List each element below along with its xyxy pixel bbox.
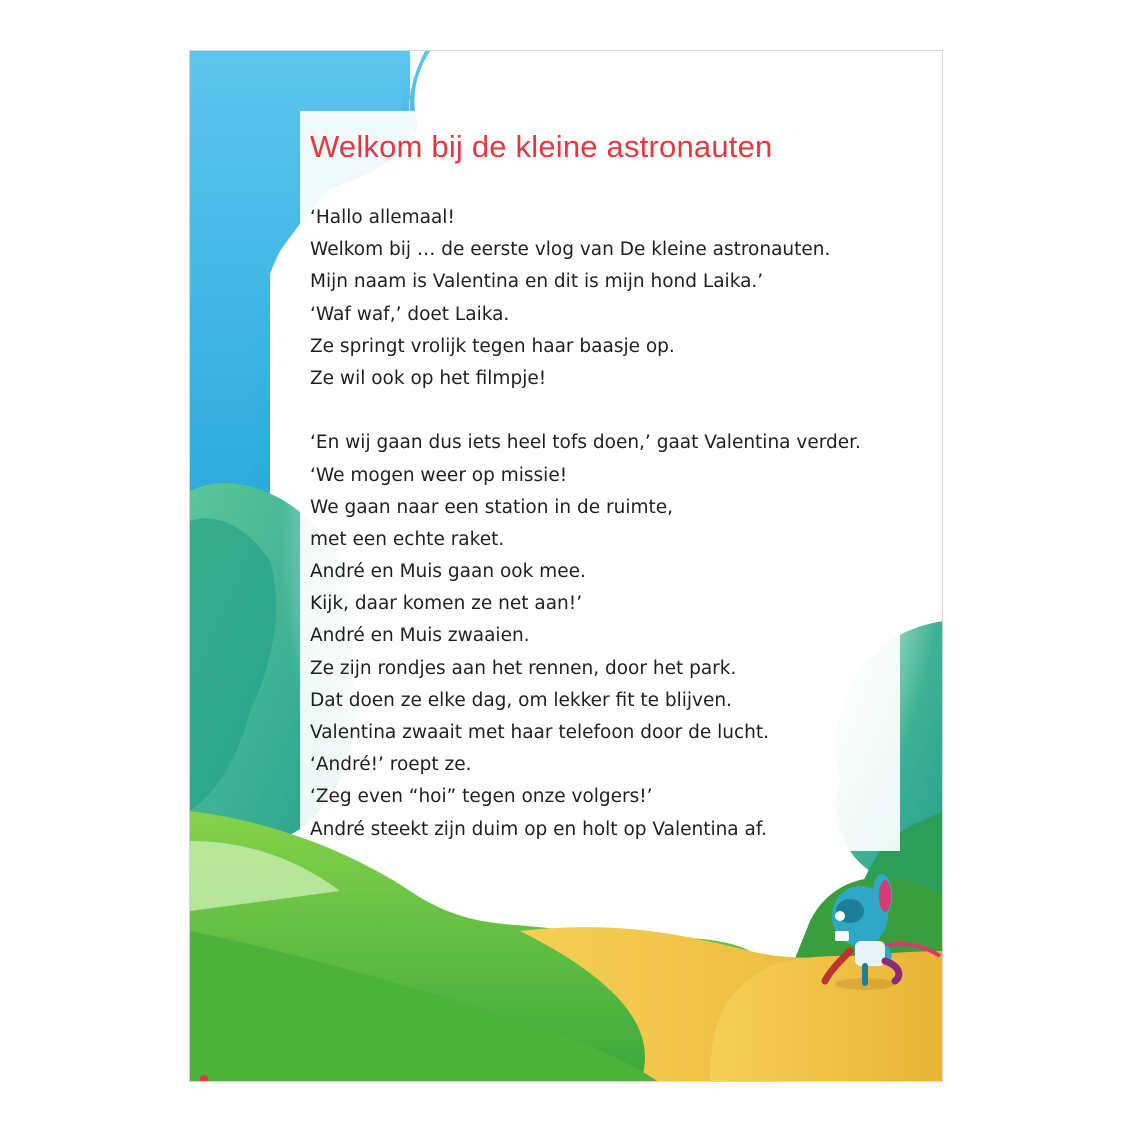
text-line: Welkom bij … de eerste vlog van De kleine astronauten.	[310, 239, 831, 261]
text-line: ‘En wij gaan dus iets heel tofs doen,’ gaat Valentina verder.	[310, 432, 861, 454]
text-line: We gaan naar een station in de ruimte,	[310, 496, 674, 518]
book-page	[189, 50, 943, 1082]
text-line: ‘Hallo allemaal!	[310, 207, 455, 228]
text-line: Mijn naam is Valentina en dit is mijn hond Laika.’	[310, 271, 764, 293]
text-line: ‘André!’ roept ze.	[310, 754, 472, 776]
text-line: Valentina zwaait met haar telefoon door de lucht.	[310, 722, 770, 743]
text-line: André en Muis zwaaien.	[310, 625, 530, 647]
text-line: ‘Waf waf,’ doet Laika.	[310, 303, 510, 325]
paragraph-gap	[310, 395, 861, 427]
story-text	[310, 202, 861, 846]
text-line: ‘We mogen weer op missie!	[310, 464, 568, 486]
text-line: Ze springt vrolijk tegen haar baasje op.	[310, 335, 675, 357]
text-line: André en Muis gaan ook mee.	[310, 561, 586, 583]
text-line: Ze zijn rondjes aan het rennen, door het park.	[310, 657, 737, 679]
text-line: Ze wil ook op het filmpje!	[310, 367, 547, 389]
text-line: Dat doen ze elke dag, om lekker fit te blijven.	[310, 689, 732, 711]
text-line: Kijk, daar komen ze net aan!’	[310, 593, 583, 615]
text-line: ‘Zeg even “hoi” tegen onze volgers!’	[310, 786, 653, 808]
text-line: André steekt zijn duim op en holt op Valentina af.	[310, 818, 767, 840]
page-title: Welkom bij de kleine astronauten	[310, 129, 773, 164]
text-line: met een echte raket.	[310, 528, 505, 550]
